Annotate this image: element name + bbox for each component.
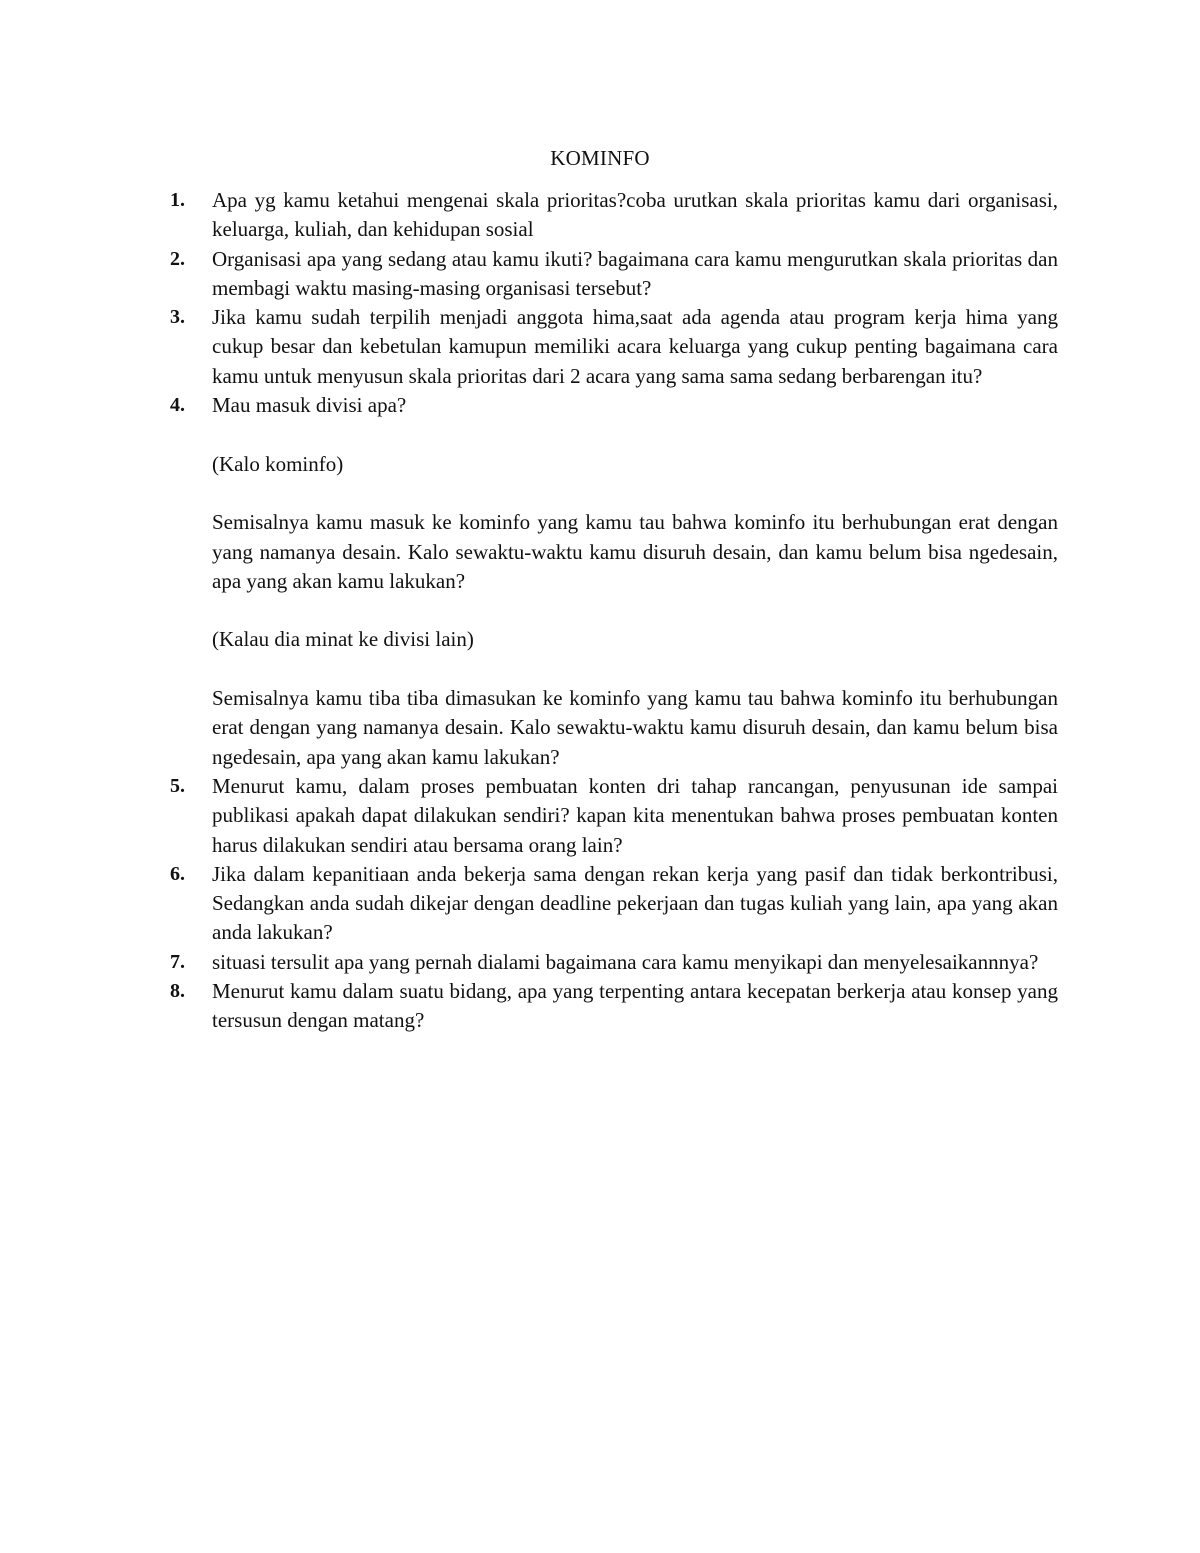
- question-text: Menurut kamu dalam suatu bidang, apa yang terpenting antara kecepatan berkerja atau konsep yang tersusun dengan matang?: [212, 979, 1058, 1033]
- question-number: 1.: [170, 189, 185, 211]
- question-number: 5.: [170, 774, 185, 797]
- question-item-5: [170, 772, 1058, 860]
- question-number: 2.: [170, 247, 185, 270]
- question-text: Apa yg kamu ketahui mengenai skala prioritas?coba urutkan skala prioritas kamu dari organisasi, keluarga, kuliah, dan kehidupan sosial: [212, 188, 1058, 242]
- sub-heading-other-division: (Kalau dia minat ke divisi lain): [212, 627, 474, 652]
- question-number: 4.: [170, 394, 185, 417]
- question-text: Mau masuk divisi apa?: [212, 393, 407, 418]
- question-item-4: [170, 391, 1058, 772]
- question-number: 3.: [170, 306, 185, 329]
- question-item-3: [170, 303, 1058, 391]
- sub-paragraph-kominfo: Semisalnya kamu masuk ke kominfo yang kamu tau bahwa kominfo itu berhubungan erat dengan yang namanya desain. Kalo sewaktu-waktu kamu disuruh desain, dan kamu belum bisa ngedesain, apa yang akan kamu lakukan?: [212, 510, 1058, 593]
- question-number: 8.: [170, 980, 185, 1003]
- question-number: 6.: [170, 862, 185, 885]
- question-text: Jika kamu sudah terpilih menjadi anggota hima,saat ada agenda atau program kerja hima yang cukup besar dan kebetulan kamupun memiliki acara keluarga yang cukup penting bagaimana cara kamu untuk menyusun skala prioritas dari 2 acara yang sama sama sedang berbarengan itu?: [212, 305, 1058, 388]
- question-text: situasi tersulit apa yang pernah dialami bagaimana cara kamu menyikapi dan menyelesaikannnya?: [212, 949, 1039, 974]
- question-item-2: [170, 245, 1058, 304]
- question-item-6: [170, 860, 1058, 948]
- question-text: Menurut kamu, dalam proses pembuatan konten dri tahap rancangan, penyusunan ide sampai publikasi apakah dapat dilakukan sendiri? kapan kita menentukan bahwa proses pembuatan konten harus dilakukan sendiri atau bersama orang lain?: [212, 773, 1058, 857]
- question-item-8: [170, 977, 1058, 1036]
- sub-paragraph-other-division: Semisalnya kamu tiba tiba dimasukan ke kominfo yang kamu tau bahwa kominfo itu berhubungan erat dengan yang namanya desain. Kalo sewaktu-waktu kamu disuruh desain, dan kamu belum bisa ngedesain, apa yang akan kamu lakukan?: [212, 686, 1058, 769]
- sub-heading-kominfo: (Kalo kominfo): [212, 451, 344, 476]
- question-list: [170, 186, 1058, 1036]
- question-text: Organisasi apa yang sedang atau kamu ikuti? bagaimana cara kamu mengurutkan skala prioritas dan membagi waktu masing-masing organisasi tersebut?: [212, 246, 1058, 300]
- question-item-7: [170, 948, 1058, 977]
- document-title: KOMINFO: [550, 146, 650, 170]
- question-item-1: [170, 186, 1058, 245]
- question-number: 7.: [170, 950, 185, 973]
- question-text: Jika dalam kepanitiaan anda bekerja sama dengan rekan kerja yang pasif dan tidak berkontribusi, Sedangkan anda sudah dikejar dengan deadline pekerjaan dan tugas kuliah yang lain, apa yang akan anda lakukan?: [212, 861, 1058, 945]
